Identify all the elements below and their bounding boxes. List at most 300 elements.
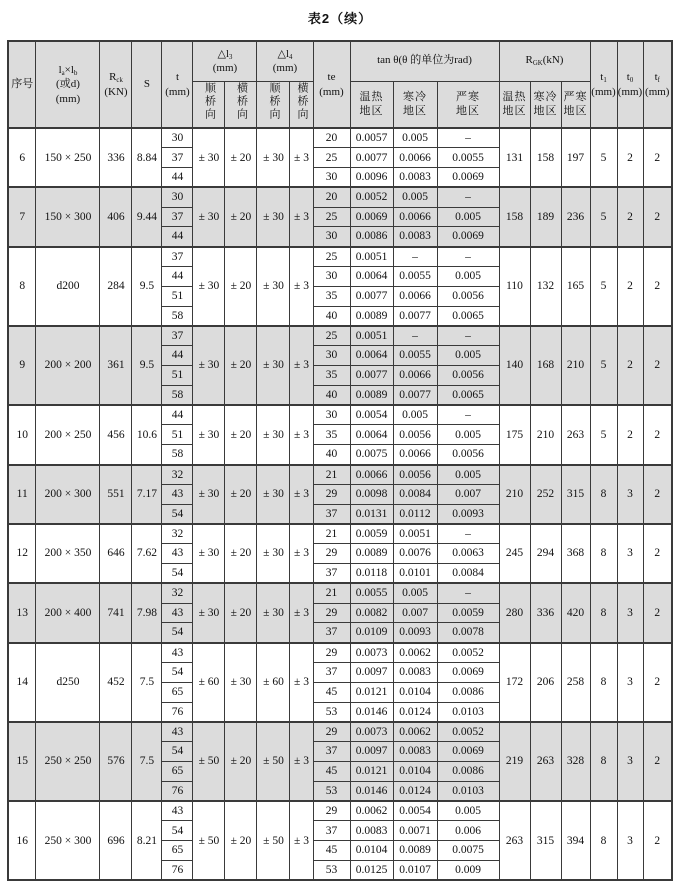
col-header-t1 — [590, 41, 617, 128]
cell-tan-severe-cold-region: 0.005 — [437, 801, 499, 821]
cell-tf: 2 — [643, 643, 672, 722]
cell-t: 44 — [162, 168, 193, 188]
cell-tan-warm-region: 0.0089 — [350, 544, 393, 564]
cell-serial-number: 6 — [8, 128, 36, 187]
cell-te: 25 — [313, 207, 350, 227]
cell-te: 21 — [313, 524, 350, 544]
table-header — [8, 41, 672, 128]
cell-tan-severe-cold-region: 0.005 — [437, 465, 499, 485]
cell-t: 32 — [162, 583, 193, 603]
cell-tan-severe-cold-region: – — [437, 405, 499, 425]
t1-unit: (mm) — [591, 85, 616, 98]
cell-t: 43 — [162, 603, 193, 623]
cell-dl4-transverse: ± 3 — [290, 326, 313, 405]
cell-s: 7.98 — [132, 583, 162, 642]
cell-t0: 2 — [617, 326, 643, 405]
cell-dl3-transverse: ± 20 — [225, 128, 257, 187]
cell-te: 25 — [313, 247, 350, 267]
cell-dl4-transverse: ± 3 — [290, 247, 313, 326]
col-header-tan-cold-region — [393, 81, 437, 128]
cell-tan-severe-cold-region: 0.0069 — [437, 227, 499, 247]
cell-t: 44 — [162, 227, 193, 247]
cell-rgk-warm-region: 110 — [499, 247, 530, 326]
col-header-dl4 — [257, 41, 313, 81]
cell-tan-cold-region: 0.0083 — [393, 168, 437, 188]
cell-dl4-longitudinal: ± 30 — [257, 326, 290, 405]
cell-dl3-transverse: ± 30 — [225, 643, 257, 722]
cell-s: 7.5 — [132, 722, 162, 801]
t1-symbol: $t_1$ — [600, 71, 607, 85]
dims-symbol: $l_a\times l_b$ — [58, 64, 78, 78]
cell-tan-severe-cold-region: 0.0056 — [437, 445, 499, 465]
cell-tan-severe-cold-region: 0.0086 — [437, 762, 499, 782]
cell-tan-cold-region: 0.0083 — [393, 742, 437, 762]
cell-t: 44 — [162, 405, 193, 425]
tf-symbol: $t_f$ — [654, 71, 660, 85]
cell-tan-cold-region: 0.0054 — [393, 801, 437, 821]
cell-t: 54 — [162, 504, 193, 524]
cell-dimensions: 250 × 300 — [36, 801, 100, 880]
cell-tan-warm-region: 0.0096 — [350, 168, 393, 188]
t0-symbol: $t_0$ — [626, 71, 634, 85]
cell-tan-cold-region: 0.0083 — [393, 227, 437, 247]
cell-t: 37 — [162, 207, 193, 227]
cell-tan-warm-region: 0.0077 — [350, 286, 393, 306]
cell-tan-severe-cold-region: 0.0103 — [437, 781, 499, 801]
cell-te: 29 — [313, 603, 350, 623]
cell-rgk-warm-region: 219 — [499, 722, 530, 801]
cell-tan-cold-region: 0.0066 — [393, 366, 437, 386]
cell-tan-cold-region: 0.0056 — [393, 425, 437, 445]
cell-tan-severe-cold-region: 0.0052 — [437, 722, 499, 742]
cell-te: 29 — [313, 484, 350, 504]
cell-dl3-transverse: ± 20 — [225, 722, 257, 801]
cell-tan-severe-cold-region: 0.005 — [437, 207, 499, 227]
cell-dimensions: 150 × 300 — [36, 187, 100, 246]
cell-s: 7.62 — [132, 524, 162, 583]
cell-t: 43 — [162, 722, 193, 742]
cell-rgk-cold-region: 206 — [530, 643, 561, 722]
col-header-t — [162, 41, 193, 128]
cell-t: 37 — [162, 148, 193, 168]
cell-te: 53 — [313, 781, 350, 801]
cell-tan-severe-cold-region: 0.0056 — [437, 366, 499, 386]
cell-t: 76 — [162, 860, 193, 880]
cell-tan-cold-region: 0.0055 — [393, 346, 437, 366]
table-body — [8, 128, 672, 880]
cell-rck: 741 — [100, 583, 132, 642]
cell-dl4-longitudinal: ± 30 — [257, 465, 290, 524]
cell-t1: 8 — [590, 524, 617, 583]
cell-tan-cold-region: 0.0101 — [393, 564, 437, 584]
cell-te: 29 — [313, 544, 350, 564]
cell-t: 76 — [162, 702, 193, 722]
cell-tan-warm-region: 0.0075 — [350, 445, 393, 465]
cell-tan-cold-region: 0.0062 — [393, 722, 437, 742]
cell-tf: 2 — [643, 247, 672, 326]
cell-t: 65 — [162, 762, 193, 782]
cell-t: 44 — [162, 346, 193, 366]
dl3-symbol: $\triangle l_3$ — [217, 47, 233, 61]
cell-t: 32 — [162, 465, 193, 485]
dims-unit: (mm) — [55, 92, 81, 105]
cell-tan-warm-region: 0.0146 — [350, 781, 393, 801]
cell-dl4-longitudinal: ± 60 — [257, 643, 290, 722]
col-header-rgk: $R_{GK}(kN)$ — [499, 41, 590, 81]
cell-tan-severe-cold-region: 0.0056 — [437, 286, 499, 306]
col-header-serial — [8, 41, 36, 128]
cell-tan-severe-cold-region: 0.0052 — [437, 643, 499, 663]
cell-rgk-cold-region: 210 — [530, 405, 561, 464]
cell-dimensions: d250 — [36, 643, 100, 722]
cell-t0: 2 — [617, 247, 643, 326]
col-header-tan-warm-region — [350, 81, 393, 128]
cell-t: 30 — [162, 128, 193, 148]
cell-te: 20 — [313, 128, 350, 148]
cell-tan-warm-region: 0.0077 — [350, 366, 393, 386]
cell-tan-severe-cold-region: 0.0069 — [437, 168, 499, 188]
cell-rgk-cold-region: 252 — [530, 465, 561, 524]
cell-dl4-longitudinal: ± 30 — [257, 583, 290, 642]
table-row — [8, 643, 672, 663]
cell-te: 30 — [313, 346, 350, 366]
cell-tf: 2 — [643, 583, 672, 642]
cell-tan-warm-region: 0.0097 — [350, 742, 393, 762]
cell-tf: 2 — [643, 128, 672, 187]
cell-te: 40 — [313, 445, 350, 465]
table-row — [8, 187, 672, 207]
cell-tan-severe-cold-region: – — [437, 326, 499, 346]
cell-dl4-longitudinal: ± 30 — [257, 187, 290, 246]
cell-rgk-severe-cold-region: 420 — [561, 583, 590, 642]
cell-tan-severe-cold-region: 0.0065 — [437, 306, 499, 326]
cell-dimensions: 200 × 400 — [36, 583, 100, 642]
table-row — [8, 247, 672, 267]
cell-t: 43 — [162, 544, 193, 564]
cell-tan-severe-cold-region: 0.005 — [437, 425, 499, 445]
cell-t0: 3 — [617, 583, 643, 642]
cell-te: 37 — [313, 742, 350, 762]
cell-tan-warm-region: 0.0064 — [350, 267, 393, 287]
cell-tan-severe-cold-region: 0.005 — [437, 267, 499, 287]
cell-tan-warm-region: 0.0131 — [350, 504, 393, 524]
cell-rgk-warm-region: 131 — [499, 128, 530, 187]
cell-tan-warm-region: 0.0069 — [350, 207, 393, 227]
cell-serial-number: 8 — [8, 247, 36, 326]
cell-rgk-severe-cold-region: 197 — [561, 128, 590, 187]
cell-t: 54 — [162, 821, 193, 841]
cell-te: 53 — [313, 860, 350, 880]
cell-tan-warm-region: 0.0066 — [350, 465, 393, 485]
cell-rck: 406 — [100, 187, 132, 246]
te-symbol: te — [327, 71, 336, 84]
severe-cold-region-label: 严寒地区 — [455, 90, 480, 118]
cell-dl4-transverse: ± 3 — [290, 405, 313, 464]
cell-tan-cold-region: 0.0104 — [393, 682, 437, 702]
cell-rgk-severe-cold-region: 315 — [561, 465, 590, 524]
cell-te: 37 — [313, 821, 350, 841]
table-row — [8, 465, 672, 485]
cell-te: 37 — [313, 623, 350, 643]
cell-t: 37 — [162, 247, 193, 267]
cell-tan-warm-region: 0.0051 — [350, 247, 393, 267]
dims-alt: (或d) — [56, 78, 80, 91]
cell-t: 54 — [162, 623, 193, 643]
cell-rgk-cold-region: 158 — [530, 128, 561, 187]
cell-t0: 3 — [617, 643, 643, 722]
cell-s: 9.5 — [132, 247, 162, 326]
cell-rgk-warm-region: 158 — [499, 187, 530, 246]
cell-tf: 2 — [643, 465, 672, 524]
cell-tan-warm-region: 0.0059 — [350, 524, 393, 544]
cell-serial-number: 9 — [8, 326, 36, 405]
cell-tan-cold-region: 0.0051 — [393, 524, 437, 544]
cell-tan-cold-region: 0.0062 — [393, 643, 437, 663]
cell-rgk-severe-cold-region: 236 — [561, 187, 590, 246]
cell-rgk-severe-cold-region: 263 — [561, 405, 590, 464]
cell-dl4-longitudinal: ± 50 — [257, 722, 290, 801]
cell-rck: 696 — [100, 801, 132, 880]
cell-tan-severe-cold-region: 0.0093 — [437, 504, 499, 524]
col-header-s — [132, 41, 162, 128]
cell-tan-cold-region: 0.0112 — [393, 504, 437, 524]
cell-tan-cold-region: 0.0124 — [393, 781, 437, 801]
cell-rgk-cold-region: 315 — [530, 801, 561, 880]
cell-tan-cold-region: 0.0071 — [393, 821, 437, 841]
cell-tan-severe-cold-region: 0.0069 — [437, 742, 499, 762]
warm-region-label: 温热地区 — [359, 90, 384, 118]
cell-tan-warm-region: 0.0064 — [350, 425, 393, 445]
cell-t0: 2 — [617, 128, 643, 187]
cell-rgk-severe-cold-region: 394 — [561, 801, 590, 880]
cell-te: 35 — [313, 286, 350, 306]
col-header-te — [313, 41, 350, 128]
cell-tan-cold-region: 0.0066 — [393, 445, 437, 465]
cell-s: 7.17 — [132, 465, 162, 524]
cell-tan-severe-cold-region: 0.0075 — [437, 841, 499, 861]
cell-tan-warm-region: 0.0086 — [350, 227, 393, 247]
cell-dl3-longitudinal: ± 30 — [193, 128, 225, 187]
cell-te: 25 — [313, 326, 350, 346]
cell-rgk-cold-region: 168 — [530, 326, 561, 405]
cell-tan-severe-cold-region: 0.0103 — [437, 702, 499, 722]
cell-t: 43 — [162, 643, 193, 663]
cell-t0: 3 — [617, 722, 643, 801]
cell-tan-warm-region: 0.0073 — [350, 643, 393, 663]
cell-rgk-severe-cold-region: 258 — [561, 643, 590, 722]
cell-tan-warm-region: 0.0089 — [350, 385, 393, 405]
cell-dl4-transverse: ± 3 — [290, 722, 313, 801]
cell-tan-cold-region: 0.0066 — [393, 286, 437, 306]
col-header-dimensions — [36, 41, 100, 128]
cell-dl3-longitudinal: ± 30 — [193, 326, 225, 405]
cell-t: 58 — [162, 445, 193, 465]
cell-t: 76 — [162, 781, 193, 801]
cell-rgk-cold-region: 189 — [530, 187, 561, 246]
cell-dimensions: 200 × 350 — [36, 524, 100, 583]
cell-t: 44 — [162, 267, 193, 287]
cell-tan-severe-cold-region: 0.0078 — [437, 623, 499, 643]
cold-region-label: 寒冷地区 — [402, 90, 427, 118]
cell-t1: 8 — [590, 643, 617, 722]
cell-t: 58 — [162, 385, 193, 405]
cell-t1: 5 — [590, 247, 617, 326]
cell-tan-cold-region: 0.0084 — [393, 484, 437, 504]
cell-tan-cold-region: 0.0093 — [393, 623, 437, 643]
cell-rgk-warm-region: 263 — [499, 801, 530, 880]
table-row — [8, 326, 672, 346]
dl4-unit: (mm) — [272, 62, 298, 75]
cell-te: 40 — [313, 306, 350, 326]
cell-tan-cold-region: 0.0077 — [393, 385, 437, 405]
cell-te: 29 — [313, 643, 350, 663]
cell-t: 37 — [162, 326, 193, 346]
cell-dl4-longitudinal: ± 30 — [257, 405, 290, 464]
cell-tan-severe-cold-region: – — [437, 524, 499, 544]
cell-serial-number: 12 — [8, 524, 36, 583]
cell-tan-cold-region: 0.0107 — [393, 860, 437, 880]
cell-dl4-transverse: ± 3 — [290, 128, 313, 187]
cell-tan-warm-region: 0.0057 — [350, 128, 393, 148]
cell-te: 40 — [313, 385, 350, 405]
cell-tan-cold-region: – — [393, 247, 437, 267]
cell-serial-number: 14 — [8, 643, 36, 722]
rck-unit: (KN) — [104, 85, 128, 98]
table-row — [8, 583, 672, 603]
cell-tan-severe-cold-region: 0.006 — [437, 821, 499, 841]
cell-tan-warm-region: 0.0054 — [350, 405, 393, 425]
cell-tan-cold-region: 0.005 — [393, 405, 437, 425]
cell-t: 43 — [162, 484, 193, 504]
cell-dimensions: 200 × 250 — [36, 405, 100, 464]
cell-tan-cold-region: 0.0056 — [393, 465, 437, 485]
cell-t0: 2 — [617, 187, 643, 246]
cell-tan-warm-region: 0.0073 — [350, 722, 393, 742]
cell-rck: 456 — [100, 405, 132, 464]
cell-tf: 2 — [643, 524, 672, 583]
cell-tan-warm-region: 0.0051 — [350, 326, 393, 346]
t-unit: (mm) — [165, 85, 190, 98]
cell-serial-number: 10 — [8, 405, 36, 464]
longitudinal-label: 顺桥向 — [203, 82, 216, 122]
cell-tan-warm-region: 0.0052 — [350, 187, 393, 207]
cell-dimensions: 200 × 200 — [36, 326, 100, 405]
cell-dl3-longitudinal: ± 50 — [193, 722, 225, 801]
cell-s: 9.5 — [132, 326, 162, 405]
warm-region-label: 温热地区 — [502, 90, 527, 118]
cell-dl4-transverse: ± 3 — [290, 187, 313, 246]
cell-dl4-transverse: ± 3 — [290, 801, 313, 880]
cell-serial-number: 13 — [8, 583, 36, 642]
cell-tan-cold-region: 0.005 — [393, 583, 437, 603]
cell-te: 29 — [313, 801, 350, 821]
cell-tan-warm-region: 0.0118 — [350, 564, 393, 584]
cell-tan-warm-region: 0.0097 — [350, 663, 393, 683]
cell-tan-cold-region: 0.0089 — [393, 841, 437, 861]
cell-t0: 3 — [617, 465, 643, 524]
cell-te: 30 — [313, 267, 350, 287]
cell-rck: 576 — [100, 722, 132, 801]
cell-t: 65 — [162, 841, 193, 861]
cell-dl3-longitudinal: ± 50 — [193, 801, 225, 880]
cell-tan-severe-cold-region: 0.009 — [437, 860, 499, 880]
serial-label: 序号 — [11, 77, 34, 90]
cell-rgk-warm-region: 245 — [499, 524, 530, 583]
cell-tan-warm-region: 0.0077 — [350, 148, 393, 168]
cell-tf: 2 — [643, 405, 672, 464]
cell-te: 35 — [313, 366, 350, 386]
cell-dl3-transverse: ± 20 — [225, 801, 257, 880]
cell-tan-cold-region: 0.0104 — [393, 762, 437, 782]
cell-te: 21 — [313, 583, 350, 603]
cell-dl3-longitudinal: ± 30 — [193, 187, 225, 246]
cell-tan-cold-region: 0.0083 — [393, 663, 437, 683]
cell-rgk-severe-cold-region: 210 — [561, 326, 590, 405]
cell-t: 54 — [162, 742, 193, 762]
cell-s: 8.84 — [132, 128, 162, 187]
cell-dl3-transverse: ± 20 — [225, 187, 257, 246]
cell-tf: 2 — [643, 722, 672, 801]
table-row — [8, 801, 672, 821]
cell-dl4-longitudinal: ± 50 — [257, 801, 290, 880]
cell-tan-warm-region: 0.0146 — [350, 702, 393, 722]
cell-te: 29 — [313, 722, 350, 742]
cell-rgk-warm-region: 175 — [499, 405, 530, 464]
table-row — [8, 128, 672, 148]
cell-te: 37 — [313, 663, 350, 683]
col-header-dl3-longitudinal — [193, 81, 225, 128]
col-header-tf — [643, 41, 672, 128]
cell-tan-severe-cold-region: – — [437, 187, 499, 207]
cell-te: 45 — [313, 762, 350, 782]
cell-rck: 284 — [100, 247, 132, 326]
cell-rgk-severe-cold-region: 165 — [561, 247, 590, 326]
cell-dl3-transverse: ± 20 — [225, 465, 257, 524]
severe-cold-region-label: 严寒地区 — [563, 90, 588, 118]
cell-dl3-longitudinal: ± 30 — [193, 247, 225, 326]
cell-te: 45 — [313, 841, 350, 861]
cell-s: 8.21 — [132, 801, 162, 880]
dl4-symbol: $\triangle l_4$ — [277, 47, 293, 61]
cell-dl4-longitudinal: ± 30 — [257, 247, 290, 326]
cell-dl3-transverse: ± 20 — [225, 405, 257, 464]
cell-tan-severe-cold-region: 0.0055 — [437, 148, 499, 168]
cell-t0: 3 — [617, 524, 643, 583]
cell-te: 21 — [313, 465, 350, 485]
cell-dl3-transverse: ± 20 — [225, 326, 257, 405]
col-header-dl3-transverse — [225, 81, 257, 128]
cell-tan-severe-cold-region: 0.0063 — [437, 544, 499, 564]
cell-tan-warm-region: 0.0083 — [350, 821, 393, 841]
cell-tan-severe-cold-region: – — [437, 583, 499, 603]
cell-tan-cold-region: 0.0076 — [393, 544, 437, 564]
cell-s: 9.44 — [132, 187, 162, 246]
longitudinal-label: 顺桥向 — [267, 82, 280, 122]
cell-tf: 2 — [643, 801, 672, 880]
cell-rgk-severe-cold-region: 328 — [561, 722, 590, 801]
s-label: S — [143, 77, 151, 90]
cell-t1: 8 — [590, 722, 617, 801]
cell-te: 45 — [313, 682, 350, 702]
tf-unit: (mm) — [645, 85, 670, 98]
cell-dimensions: 200 × 300 — [36, 465, 100, 524]
cell-t: 54 — [162, 663, 193, 683]
cell-serial-number: 15 — [8, 722, 36, 801]
cell-te: 37 — [313, 504, 350, 524]
col-header-rgk-cold-region — [530, 81, 561, 128]
cell-t1: 5 — [590, 326, 617, 405]
cell-serial-number: 16 — [8, 801, 36, 880]
